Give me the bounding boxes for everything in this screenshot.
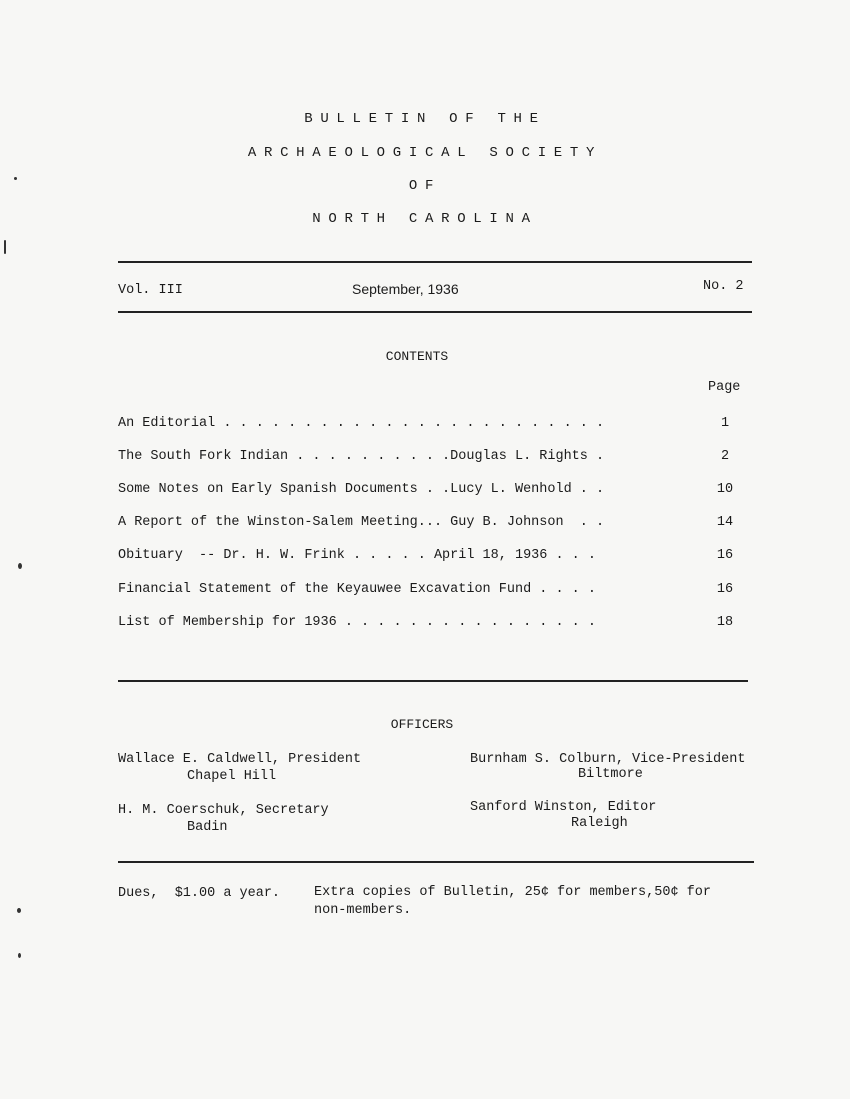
volume-label: Vol. III [118,283,183,298]
president-name: Wallace E. Caldwell, President [118,752,362,767]
scan-mark [17,908,21,913]
president-place: Chapel Hill [187,769,277,784]
toc-row [118,582,750,602]
toc-row [118,449,750,469]
toc-page: 16 [716,548,734,563]
scan-mark [14,177,17,180]
toc-page: 1 [720,416,730,431]
masthead-line-1: BULLETIN OF THE [304,111,546,127]
toc-page: 16 [716,582,734,597]
toc-row [118,482,750,502]
rule-above-footer [118,861,754,863]
dues-text: Dues, $1.00 a year. [118,886,281,901]
toc-page: 2 [720,449,730,464]
page-column-header: Page [708,380,741,395]
toc-page: 10 [716,482,734,497]
toc-entry: An Editorial . . . . . . . . . . . . . . . . . . . . . . . . [118,416,605,431]
toc-entry: List of Membership for 1936 . . . . . . . . . . . . . . . . [118,615,596,630]
contents-heading: CONTENTS [385,349,449,364]
toc-row [118,615,750,635]
toc-entry: A Report of the Winston-Salem Meeting... Guy B. Johnson . . [118,515,605,530]
masthead-line-2: ARCHAEOLOGICAL SOCIETY [247,145,603,161]
secretary-place: Badin [187,820,228,835]
rule-top [118,261,752,263]
toc-entry: Financial Statement of the Keyauwee Excavation Fund . . . . [118,582,596,597]
masthead-line-4: NORTH CAROLINA [312,211,538,227]
rule-above-officers [118,680,748,682]
vice-president-name: Burnham S. Colburn, Vice-President [470,752,746,767]
editor-name: Sanford Winston, Editor [470,800,657,815]
vice-president-place: Biltmore [578,767,643,782]
scan-mark [18,953,21,958]
issue-date: September, 1936 [352,281,459,297]
toc-entry: Some Notes on Early Spanish Documents . .Lucy L. Wenhold . . [118,482,605,497]
toc-row [118,548,750,568]
scan-mark [18,563,22,569]
editor-place: Raleigh [571,816,628,831]
masthead-line-3: OF [408,178,442,194]
extra-copies-line-2: non-members. [314,903,412,918]
rule-below-issue [118,311,752,313]
officers-heading: OFFICERS [390,717,454,732]
toc-row [118,515,750,535]
toc-entry: Obituary -- Dr. H. W. Frink . . . . . April 18, 1936 . . . [118,548,596,563]
secretary-name: H. M. Coerschuk, Secretary [118,803,329,818]
toc-page: 14 [716,515,734,530]
toc-page: 18 [716,615,734,630]
issue-number: No. 2 [703,279,744,294]
toc-entry: The South Fork Indian . . . . . . . . . .Douglas L. Rights . [118,449,605,464]
toc-row [118,416,750,436]
extra-copies-line-1: Extra copies of Bulletin, 25¢ for members,50¢ for [314,885,711,900]
scan-mark [4,240,6,254]
